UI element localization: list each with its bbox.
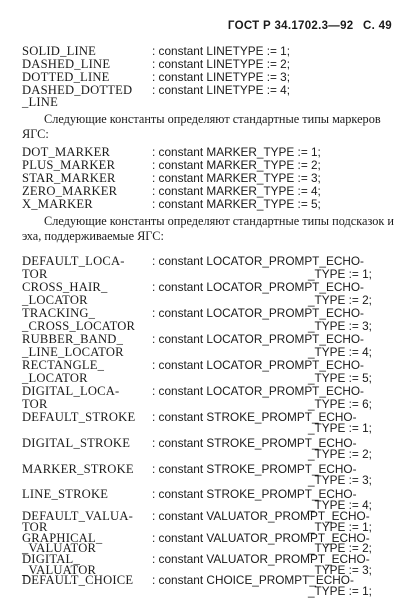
marker-definition: : constant MARKER_TYPE := 1; <box>152 145 321 159</box>
prompt-definition: : constant CHOICE_PROMPT_ECHO- <box>152 573 354 588</box>
prompt-definition-continuation: _TYPE := 4; <box>308 345 372 359</box>
prompt-definition: : constant STROKE_PROMPT_ECHO- <box>152 436 357 451</box>
prompt-definition: : constant LOCATOR_PROMPT_ECHO- <box>152 306 364 320</box>
prompt-definition-continuation: _TYPE := 2; <box>308 541 372 556</box>
prompt-name: CROSS_HAIR_ <box>22 280 108 294</box>
linetype-name-continuation: _LINE <box>22 95 58 109</box>
prompt-definition-continuation: _TYPE := 1; <box>308 267 372 281</box>
prompt-name-continuation: TOR <box>22 519 48 534</box>
marker-definition: : constant MARKER_TYPE := 4; <box>152 184 321 198</box>
prompt-name: DEFAULT_VALUA- <box>22 509 134 524</box>
prompt-name-continuation: _LOCATOR <box>22 371 88 385</box>
prompt-definition: : constant LOCATOR_PROMPT_ECHO- <box>152 358 364 372</box>
prompt-definition-continuation: _TYPE := 6; <box>308 397 372 411</box>
marker-name: ZERO_MARKER <box>22 184 118 198</box>
linetype-name: DOTTED_LINE <box>22 70 110 84</box>
linetype-definition: : constant LINETYPE := 4; <box>152 83 291 97</box>
prompt-name: RUBBER_BAND_ <box>22 332 124 346</box>
prompt-name: LINE_STROKE <box>22 487 109 502</box>
prompt-definition: : constant VALUATOR_PROMPT_ECHO- <box>152 530 370 545</box>
prompt-name-continuation: _LOCATOR <box>22 293 88 307</box>
prompt-name-continuation: _VALUATOR <box>22 562 97 577</box>
prompt-name-continuation: _CROSS_LOCATOR <box>22 319 136 333</box>
linetype-definition: : constant LINETYPE := 1; <box>152 44 291 58</box>
prompt-name: DIGITAL_LOCA- <box>22 384 120 398</box>
marker-name: PLUS_MARKER <box>22 158 116 172</box>
prompt-name-continuation: TOR <box>22 397 48 411</box>
prompt-definition: : constant STROKE_PROMPT_ECHO- <box>152 410 357 424</box>
marker-definition: : constant MARKER_TYPE := 3; <box>152 171 321 185</box>
prompt-definition: : constant LOCATOR_PROMPT_ECHO- <box>152 384 364 398</box>
prompt-definition: : constant LOCATOR_PROMPT_ECHO- <box>152 254 364 268</box>
prompt-definition: : constant VALUATOR_PROMPT_ECHO- <box>152 509 370 524</box>
page-header <box>222 20 392 32</box>
prompt-definition-continuation: _TYPE := 1; <box>308 420 372 435</box>
linetype-name: SOLID_LINE <box>22 44 97 58</box>
paragraph-prompt-echo-types: Следующие константы определяют стандартные типы подсказок и эха, поддерживаемые ЯГС: <box>22 214 395 243</box>
prompt-name: DIGITAL_STROKE <box>22 436 131 451</box>
prompt-name: DEFAULT_LOCA- <box>22 254 125 268</box>
prompt-name: RECTANGLE_ <box>22 358 105 372</box>
prompt-name: DIGITAL_ <box>22 551 80 566</box>
standard-number: ГОСТ Р 34.1702.3—92 <box>227 20 354 32</box>
marker-name: STAR_MARKER <box>22 171 116 185</box>
marker-definition: : constant MARKER_TYPE := 2; <box>152 158 321 172</box>
prompt-definition: : constant VALUATOR_PROMPT_ECHO- <box>152 551 370 566</box>
linetype-name: DASHED_DOTTED <box>22 83 133 97</box>
marker-name: X_MARKER <box>22 197 93 211</box>
prompt-definition-continuation: _TYPE := 2; <box>308 293 372 307</box>
prompt-definition-continuation: _TYPE := 1; <box>308 519 372 534</box>
prompt-definition: : constant STROKE_PROMPT_ECHO- <box>152 462 357 477</box>
prompt-definition-continuation: _TYPE := 5; <box>308 371 372 385</box>
linetype-definition: : constant LINETYPE := 2; <box>152 57 291 71</box>
paragraph-marker-types: Следующие константы определяют стандартные типы маркеров ЯГС: <box>22 112 381 141</box>
prompt-name-continuation: _VALUATOR <box>22 541 97 556</box>
prompt-definition-continuation: _TYPE := 3; <box>308 473 372 488</box>
prompt-name-continuation: _LINE_LOCATOR <box>22 345 124 359</box>
prompt-definition: : constant STROKE_PROMPT_ECHO- <box>152 487 357 502</box>
prompt-name: TRACKING_ <box>22 306 96 320</box>
prompt-definition-continuation: _TYPE := 3; <box>308 562 372 577</box>
prompt-definition: : constant LOCATOR_PROMPT_ECHO- <box>152 332 364 346</box>
prompt-name: DEFAULT_CHOICE <box>22 573 134 588</box>
linetype-name: DASHED_LINE <box>22 57 111 71</box>
prompt-definition-continuation: _TYPE := 3; <box>308 319 372 333</box>
prompt-name-continuation: TOR <box>22 267 48 281</box>
page-number: С. 49 <box>363 20 392 32</box>
linetype-definition: : constant LINETYPE := 3; <box>152 70 291 84</box>
marker-definition: : constant MARKER_TYPE := 5; <box>152 197 321 211</box>
prompt-name: MARKER_STROKE <box>22 462 134 477</box>
prompt-definition-continuation: _TYPE := 1; <box>308 583 372 598</box>
prompt-name: GRAPHICAL_ <box>22 530 103 545</box>
prompt-name: DEFAULT_STROKE <box>22 410 136 424</box>
prompt-definition-continuation: _TYPE := 2; <box>308 446 372 461</box>
prompt-definition: : constant LOCATOR_PROMPT_ECHO- <box>152 280 364 294</box>
marker-name: DOT_MARKER <box>22 145 111 159</box>
prompt-definition-continuation: _TYPE := 4; <box>308 497 372 512</box>
